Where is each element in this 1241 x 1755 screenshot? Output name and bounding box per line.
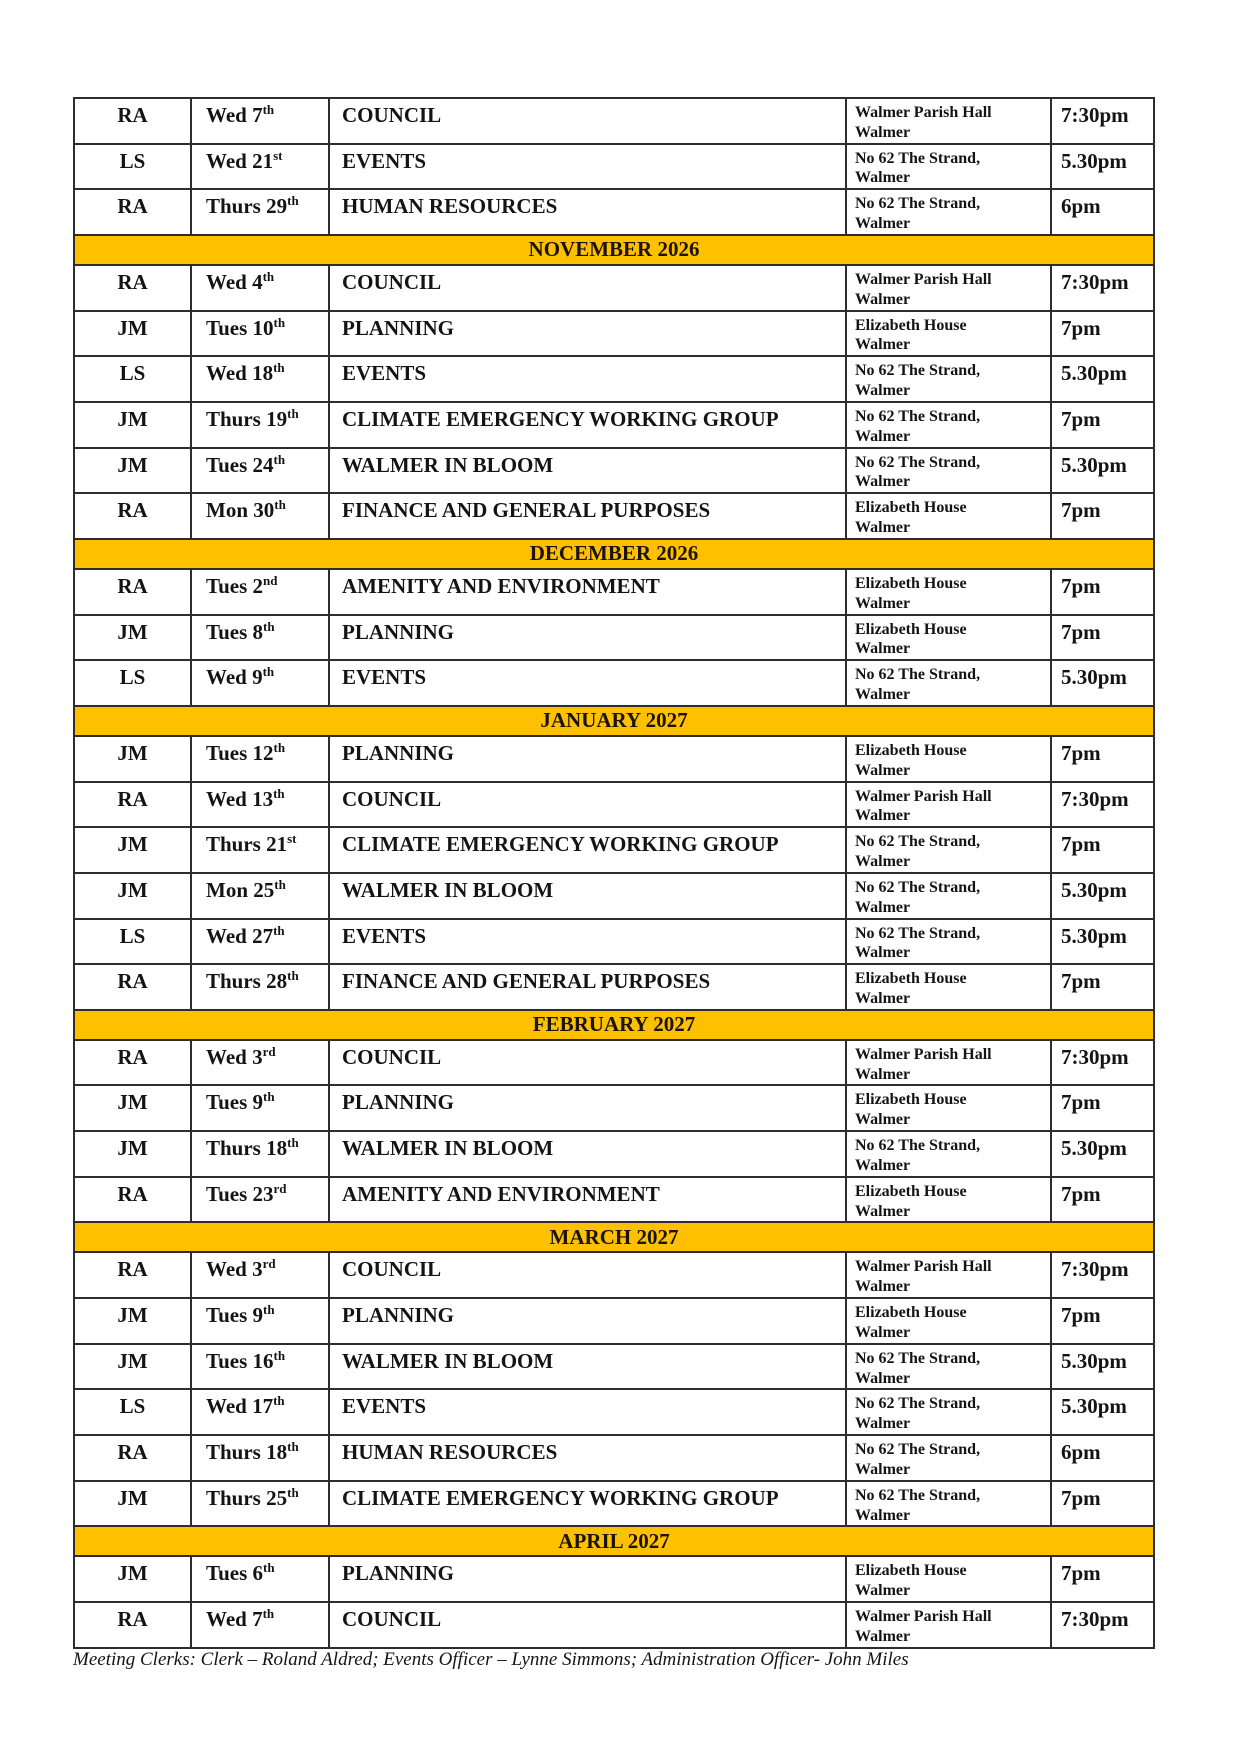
location-line: Elizabeth House <box>855 620 967 638</box>
committee-name-cell: FINANCE AND GENERAL PURPOSES <box>329 964 846 1010</box>
date-ordinal: th <box>273 739 286 755</box>
location-line: Walmer Parish Hall <box>855 1258 992 1276</box>
meeting-date-cell: Thurs 18th <box>191 1435 329 1481</box>
meeting-row <box>74 1389 1154 1435</box>
committee-name-cell: HUMAN RESOURCES <box>329 189 846 235</box>
meeting-row <box>74 1298 1154 1344</box>
clerk-initials-cell: JM <box>74 873 191 919</box>
meeting-date-cell: Tues 10th <box>191 311 329 357</box>
location-line: No 62 The Strand, <box>855 1137 981 1155</box>
location-line: Walmer Parish Hall <box>855 104 992 121</box>
meeting-row <box>74 736 1154 782</box>
committee-name-cell: PLANNING <box>329 1085 846 1131</box>
meeting-row <box>74 1131 1154 1177</box>
clerk-initials-cell: JM <box>74 1481 191 1527</box>
meeting-time-cell: 7pm <box>1051 827 1154 873</box>
location-line: No 62 The Strand, <box>855 1349 981 1367</box>
meeting-time-cell: 7pm <box>1051 736 1154 782</box>
meeting-date-cell: Tues 8th <box>191 615 329 661</box>
committee-name-cell: PLANNING <box>329 736 846 782</box>
location-line: Walmer <box>855 1460 911 1478</box>
meeting-time-cell: 7pm <box>1051 1298 1154 1344</box>
meeting-date-cell: Thurs 18th <box>191 1131 329 1177</box>
location-line: Walmer <box>855 1202 911 1220</box>
committee-name-cell: EVENTS <box>329 1389 846 1435</box>
location-line: Elizabeth House <box>855 970 967 988</box>
clerk-initials-cell: JM <box>74 1085 191 1131</box>
location-cell <box>846 569 1051 615</box>
location-line: Walmer <box>855 1582 911 1600</box>
clerk-initials-cell: RA <box>74 1177 191 1223</box>
clerk-initials-cell: LS <box>74 356 191 402</box>
location-cell <box>846 144 1051 190</box>
month-header-row <box>74 235 1154 265</box>
date-ordinal: th <box>263 1560 275 1576</box>
committee-name-cell: PLANNING <box>329 311 846 357</box>
meeting-row <box>74 569 1154 615</box>
date-ordinal: th <box>263 1089 275 1105</box>
location-line: Walmer <box>855 853 911 871</box>
meeting-row <box>74 144 1154 190</box>
location-line: Walmer <box>855 1415 911 1433</box>
committee-name-cell: PLANNING <box>329 1298 846 1344</box>
location-cell <box>846 615 1051 661</box>
meeting-date-cell: Tues 9th <box>191 1298 329 1344</box>
committee-name-cell: PLANNING <box>329 615 846 661</box>
date-ordinal: th <box>287 1484 299 1500</box>
meeting-date-cell: Tues 6th <box>191 1556 329 1602</box>
clerk-initials-cell: JM <box>74 448 191 494</box>
location-cell <box>846 1556 1051 1602</box>
location-line: Walmer <box>855 989 911 1007</box>
meeting-time-cell: 6pm <box>1051 1435 1154 1481</box>
committee-name-cell: COUNCIL <box>329 265 846 311</box>
committee-name-cell: FINANCE AND GENERAL PURPOSES <box>329 493 846 539</box>
date-ordinal: nd <box>263 572 278 588</box>
meeting-time-cell: 7:30pm <box>1051 1040 1154 1086</box>
location-line: Walmer <box>855 519 911 537</box>
location-line: Walmer <box>855 1111 911 1129</box>
location-line: Walmer <box>855 1065 911 1083</box>
location-cell <box>846 1085 1051 1131</box>
meeting-row <box>74 1481 1154 1527</box>
meeting-date-cell: Wed 9th <box>191 660 329 706</box>
clerk-initials-cell: JM <box>74 402 191 448</box>
date-ordinal: th <box>273 922 285 938</box>
meeting-row <box>74 1435 1154 1481</box>
month-header-label: DECEMBER 2026 <box>74 539 1154 569</box>
meeting-date-cell: Thurs 25th <box>191 1481 329 1527</box>
meeting-date-cell: Wed 3rd <box>191 1040 329 1086</box>
location-line: No 62 The Strand, <box>855 149 981 167</box>
meeting-time-cell: 7pm <box>1051 964 1154 1010</box>
clerk-initials-cell: JM <box>74 1556 191 1602</box>
location-cell <box>846 919 1051 965</box>
location-cell <box>846 964 1051 1010</box>
clerk-initials-cell: JM <box>74 311 191 357</box>
meeting-time-cell: 7pm <box>1051 1085 1154 1131</box>
committee-name-cell: PLANNING <box>329 1556 846 1602</box>
location-line: No 62 The Strand, <box>855 1486 981 1504</box>
date-ordinal: th <box>287 193 299 209</box>
clerk-initials-cell: JM <box>74 1298 191 1344</box>
location-line: Walmer <box>855 944 911 962</box>
clerk-initials-cell: LS <box>74 660 191 706</box>
location-line: No 62 The Strand, <box>855 407 981 425</box>
meeting-time-cell: 7pm <box>1051 1177 1154 1223</box>
meeting-time-cell: 7pm <box>1051 1556 1154 1602</box>
meeting-row <box>74 1040 1154 1086</box>
committee-name-cell: COUNCIL <box>329 782 846 828</box>
meeting-time-cell: 7pm <box>1051 493 1154 539</box>
date-ordinal: th <box>273 451 286 467</box>
meeting-time-cell: 6pm <box>1051 189 1154 235</box>
month-header-row <box>74 706 1154 736</box>
clerk-initials-cell: RA <box>74 1602 191 1648</box>
meeting-date-cell: Wed 13th <box>191 782 329 828</box>
month-header-row <box>74 1526 1154 1556</box>
location-cell <box>846 448 1051 494</box>
clerk-initials-cell: LS <box>74 144 191 190</box>
location-cell <box>846 660 1051 706</box>
meeting-time-cell: 5.30pm <box>1051 1131 1154 1177</box>
location-cell <box>846 1040 1051 1086</box>
date-ordinal: th <box>262 1606 275 1622</box>
location-line: Walmer <box>855 1369 911 1387</box>
meeting-time-cell: 5.30pm <box>1051 356 1154 402</box>
location-line: Walmer <box>855 807 911 825</box>
meeting-date-cell: Wed 4th <box>191 265 329 311</box>
meeting-date-cell: Tues 23rd <box>191 1177 329 1223</box>
meeting-row <box>74 1556 1154 1602</box>
meeting-time-cell: 5.30pm <box>1051 873 1154 919</box>
meeting-time-cell: 7:30pm <box>1051 782 1154 828</box>
clerk-initials-cell: RA <box>74 1252 191 1298</box>
month-header-row <box>74 1222 1154 1252</box>
clerk-initials-cell: RA <box>74 1040 191 1086</box>
meeting-time-cell: 7:30pm <box>1051 98 1154 144</box>
location-line: Walmer <box>855 640 911 658</box>
meeting-row <box>74 1602 1154 1648</box>
location-line: Walmer <box>855 336 911 354</box>
location-cell <box>846 493 1051 539</box>
meeting-row <box>74 919 1154 965</box>
location-line: Elizabeth House <box>855 499 967 517</box>
meeting-row <box>74 265 1154 311</box>
committee-name-cell: EVENTS <box>329 660 846 706</box>
location-line: Walmer <box>855 1278 911 1296</box>
location-line: Walmer <box>855 1627 911 1645</box>
date-ordinal: th <box>287 1135 299 1151</box>
date-ordinal: th <box>287 1439 299 1455</box>
meeting-date-cell: Wed 18th <box>191 356 329 402</box>
meeting-time-cell: 5.30pm <box>1051 660 1154 706</box>
meeting-date-cell: Wed 27th <box>191 919 329 965</box>
meeting-row <box>74 189 1154 235</box>
month-header-row <box>74 1010 1154 1040</box>
meeting-row <box>74 356 1154 402</box>
meeting-time-cell: 5.30pm <box>1051 448 1154 494</box>
clerk-initials-cell: JM <box>74 1131 191 1177</box>
location-cell <box>846 736 1051 782</box>
meeting-clerks-note: Meeting Clerks: Clerk – Roland Aldred; Events Officer – Lynne Simmons; Administration Officer- John Miles <box>73 1649 909 1670</box>
meeting-row <box>74 1177 1154 1223</box>
committee-name-cell: COUNCIL <box>329 1040 846 1086</box>
location-line: Elizabeth House <box>855 1091 967 1109</box>
location-line: Walmer <box>855 1323 911 1341</box>
location-line: Walmer <box>855 473 911 491</box>
location-line: Walmer Parish Hall <box>855 270 992 288</box>
committee-name-cell: WALMER IN BLOOM <box>329 1131 846 1177</box>
committee-name-cell: EVENTS <box>329 356 846 402</box>
meeting-date-cell: Wed 7th <box>191 98 329 144</box>
date-ordinal: th <box>287 968 299 984</box>
meeting-row <box>74 1252 1154 1298</box>
location-line: No 62 The Strand, <box>855 666 981 684</box>
month-header-label: JANUARY 2027 <box>74 706 1154 736</box>
location-line: No 62 The Strand, <box>855 924 981 942</box>
location-line: Walmer <box>855 290 911 308</box>
date-ordinal: th <box>273 314 286 330</box>
committee-name-cell: COUNCIL <box>329 1252 846 1298</box>
location-cell <box>846 265 1051 311</box>
committee-name-cell: COUNCIL <box>329 1602 846 1648</box>
meeting-row <box>74 827 1154 873</box>
month-header-row <box>74 539 1154 569</box>
meeting-schedule-table <box>73 97 1155 1649</box>
meeting-row <box>74 782 1154 828</box>
location-cell <box>846 356 1051 402</box>
meeting-row <box>74 1344 1154 1390</box>
location-cell <box>846 1298 1051 1344</box>
meeting-date-cell: Wed 17th <box>191 1389 329 1435</box>
location-line: Walmer Parish Hall <box>855 787 992 805</box>
date-ordinal: st <box>287 831 297 847</box>
meeting-time-cell: 7pm <box>1051 615 1154 661</box>
location-line: Walmer <box>855 1506 911 1524</box>
meeting-date-cell: Wed 21st <box>191 144 329 190</box>
meeting-time-cell: 7pm <box>1051 402 1154 448</box>
clerk-initials-cell: JM <box>74 1344 191 1390</box>
clerk-initials-cell: RA <box>74 964 191 1010</box>
location-line: Walmer Parish Hall <box>855 1608 992 1626</box>
meeting-date-cell: Tues 24th <box>191 448 329 494</box>
clerk-initials-cell: JM <box>74 615 191 661</box>
location-cell <box>846 1131 1051 1177</box>
meeting-row <box>74 98 1154 144</box>
location-line: No 62 The Strand, <box>855 833 981 851</box>
meeting-date-cell: Mon 25th <box>191 873 329 919</box>
clerk-initials-cell: LS <box>74 1389 191 1435</box>
clerk-initials-cell: RA <box>74 1435 191 1481</box>
meeting-row <box>74 448 1154 494</box>
committee-name-cell: WALMER IN BLOOM <box>329 448 846 494</box>
location-line: No 62 The Strand, <box>855 1441 981 1459</box>
location-line: Elizabeth House <box>855 574 967 592</box>
meeting-time-cell: 5.30pm <box>1051 144 1154 190</box>
location-line: No 62 The Strand, <box>855 362 981 380</box>
location-line: Walmer <box>855 215 911 233</box>
date-ordinal: th <box>287 405 299 421</box>
meeting-date-cell: Tues 2nd <box>191 569 329 615</box>
location-line: No 62 The Strand, <box>855 878 981 896</box>
location-cell <box>846 827 1051 873</box>
committee-name-cell: CLIMATE EMERGENCY WORKING GROUP <box>329 402 846 448</box>
committee-name-cell: CLIMATE EMERGENCY WORKING GROUP <box>329 1481 846 1527</box>
location-cell <box>846 873 1051 919</box>
meeting-date-cell: Tues 16th <box>191 1344 329 1390</box>
committee-name-cell: WALMER IN BLOOM <box>329 873 846 919</box>
committee-name-cell: WALMER IN BLOOM <box>329 1344 846 1390</box>
location-cell <box>846 98 1051 144</box>
meeting-time-cell: 7pm <box>1051 1481 1154 1527</box>
location-line: Walmer <box>855 898 911 916</box>
clerk-initials-cell: RA <box>74 493 191 539</box>
meeting-row <box>74 964 1154 1010</box>
committee-name-cell: HUMAN RESOURCES <box>329 1435 846 1481</box>
location-cell <box>846 782 1051 828</box>
meeting-date-cell: Wed 7th <box>191 1602 329 1648</box>
committee-name-cell: AMENITY AND ENVIRONMENT <box>329 1177 846 1223</box>
meeting-time-cell: 5.30pm <box>1051 1344 1154 1390</box>
meeting-row <box>74 402 1154 448</box>
date-ordinal: th <box>262 268 275 284</box>
meeting-date-cell: Mon 30th <box>191 493 329 539</box>
meeting-time-cell: 7:30pm <box>1051 265 1154 311</box>
date-ordinal: th <box>274 876 286 892</box>
meeting-row <box>74 311 1154 357</box>
date-ordinal: th <box>262 664 275 680</box>
clerk-initials-cell: RA <box>74 189 191 235</box>
committee-name-cell: CLIMATE EMERGENCY WORKING GROUP <box>329 827 846 873</box>
location-line: Walmer <box>855 169 911 187</box>
location-line: Walmer <box>855 382 911 400</box>
date-ordinal: th <box>273 1347 286 1363</box>
meeting-row <box>74 1085 1154 1131</box>
date-ordinal: th <box>263 1302 275 1318</box>
meeting-date-cell: Thurs 19th <box>191 402 329 448</box>
date-ordinal: th <box>273 785 285 801</box>
location-line: Walmer <box>855 594 911 612</box>
meeting-time-cell: 7:30pm <box>1051 1602 1154 1648</box>
committee-name-cell: EVENTS <box>329 144 846 190</box>
location-cell <box>846 189 1051 235</box>
meeting-date-cell: Tues 9th <box>191 1085 329 1131</box>
date-ordinal: th <box>274 497 286 513</box>
meeting-row <box>74 873 1154 919</box>
meeting-date-cell: Thurs 21st <box>191 827 329 873</box>
clerk-initials-cell: LS <box>74 919 191 965</box>
date-ordinal: th <box>262 102 275 117</box>
location-line: Walmer Parish Hall <box>855 1045 992 1063</box>
meeting-date-cell: Thurs 29th <box>191 189 329 235</box>
location-line: Elizabeth House <box>855 1562 967 1580</box>
location-cell <box>846 1344 1051 1390</box>
location-line: Elizabeth House <box>855 1182 967 1200</box>
committee-name-cell: EVENTS <box>329 919 846 965</box>
month-header-label: APRIL 2027 <box>74 1526 1154 1556</box>
clerk-initials-cell: JM <box>74 736 191 782</box>
meeting-time-cell: 7pm <box>1051 569 1154 615</box>
meeting-row <box>74 493 1154 539</box>
clerk-initials-cell: RA <box>74 265 191 311</box>
committee-name-cell: AMENITY AND ENVIRONMENT <box>329 569 846 615</box>
location-cell <box>846 1602 1051 1648</box>
clerk-initials-cell: RA <box>74 569 191 615</box>
location-cell <box>846 311 1051 357</box>
date-ordinal: rd <box>262 1256 276 1272</box>
committee-name-cell: COUNCIL <box>329 98 846 144</box>
date-ordinal: rd <box>273 1180 287 1196</box>
meeting-time-cell: 5.30pm <box>1051 1389 1154 1435</box>
location-line: Elizabeth House <box>855 316 967 334</box>
location-cell <box>846 1481 1051 1527</box>
location-line: No 62 The Strand, <box>855 1395 981 1413</box>
meeting-time-cell: 5.30pm <box>1051 919 1154 965</box>
location-line: Elizabeth House <box>855 741 967 759</box>
month-header-label: MARCH 2027 <box>74 1222 1154 1252</box>
month-header-label: NOVEMBER 2026 <box>74 235 1154 265</box>
location-cell <box>846 1389 1051 1435</box>
clerk-initials-cell: RA <box>74 782 191 828</box>
date-ordinal: rd <box>262 1043 276 1059</box>
clerk-initials-cell: RA <box>74 98 191 144</box>
meeting-time-cell: 7pm <box>1051 311 1154 357</box>
meeting-date-cell: Thurs 28th <box>191 964 329 1010</box>
location-cell <box>846 1177 1051 1223</box>
schedule-body <box>74 98 1154 1648</box>
location-line: No 62 The Strand, <box>855 453 981 471</box>
month-header-label: FEBRUARY 2027 <box>74 1010 1154 1040</box>
meeting-row <box>74 615 1154 661</box>
date-ordinal: th <box>273 1393 285 1409</box>
location-line: Walmer <box>855 1156 911 1174</box>
date-ordinal: st <box>273 147 283 163</box>
location-cell <box>846 1252 1051 1298</box>
location-cell <box>846 402 1051 448</box>
location-line: Walmer <box>855 761 911 779</box>
clerk-initials-cell: JM <box>74 827 191 873</box>
location-line: Walmer <box>855 686 911 704</box>
location-cell <box>846 1435 1051 1481</box>
location-line: Walmer <box>855 427 911 445</box>
meeting-time-cell: 7:30pm <box>1051 1252 1154 1298</box>
date-ordinal: th <box>273 360 285 376</box>
meeting-date-cell: Tues 12th <box>191 736 329 782</box>
location-line: Elizabeth House <box>855 1304 967 1322</box>
date-ordinal: th <box>263 618 275 634</box>
location-line: No 62 The Strand, <box>855 195 981 213</box>
meeting-date-cell: Wed 3rd <box>191 1252 329 1298</box>
meeting-row <box>74 660 1154 706</box>
location-line: Walmer <box>855 123 911 141</box>
